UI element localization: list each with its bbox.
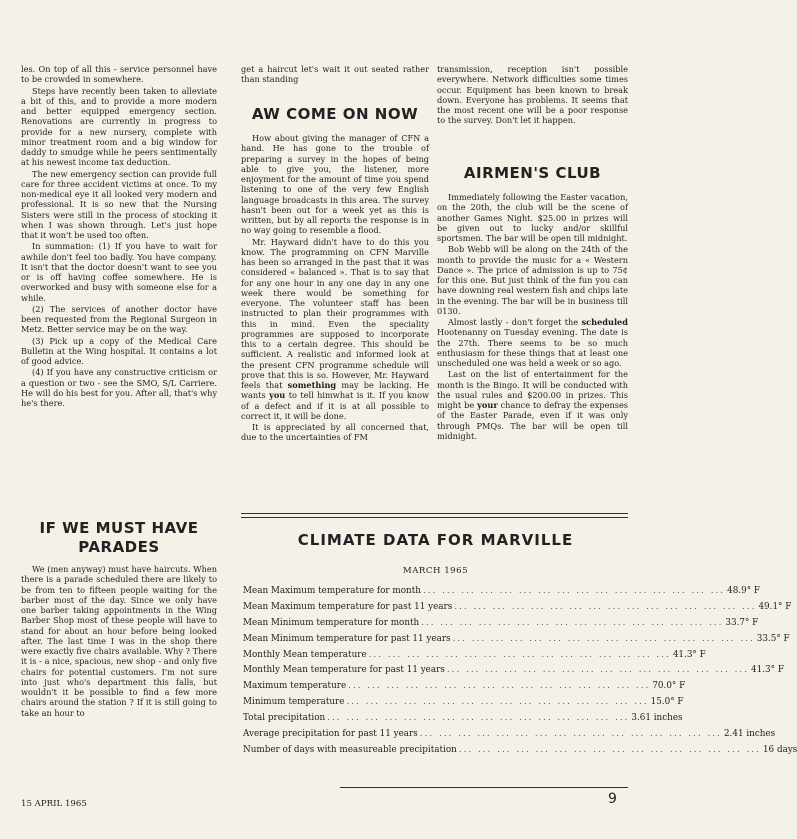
emphasis: scheduled xyxy=(581,317,628,327)
paragraph: (3) Pick up a copy of the Medical Care Bulletin at the Wing hospital. It contains a lot of good advice. xyxy=(21,335,217,366)
section-heading-climate: CLIMATE DATA FOR MARVILLE xyxy=(297,531,574,549)
climate-label: Mean Maximum temperature for past 11 years xyxy=(243,601,453,612)
climate-label: Minimum temperature xyxy=(243,697,345,708)
paragraph: (4) If you have any constructive criticism or a question or two - see the SMO, S/L Carriere. He will do his best for you. After all, that's why he's there. xyxy=(21,367,217,408)
climate-value: 48.9° F xyxy=(727,586,760,596)
page-number: 9 xyxy=(608,791,617,807)
column-middle xyxy=(241,64,429,86)
section-heading-aw-come-on-now: AW COME ON NOW xyxy=(251,105,419,123)
column-left xyxy=(21,64,217,409)
climate-month: MARCH 1965 xyxy=(402,566,469,576)
text-run: to tell himwhat is it. If you know of a defect and if it is at all possible to correct it, it will be done. xyxy=(241,390,430,421)
climate-value: 15.0° F xyxy=(650,697,684,708)
text-run: may be lacking. He wants xyxy=(241,380,429,401)
footer-rule xyxy=(340,787,628,788)
leader-dots: ... ... ... ... ... ... ... ... ... ... ... ... ... ... ... ... xyxy=(346,697,649,708)
emphasis: you xyxy=(269,390,286,401)
footer-date: 15 APRIL 1965 xyxy=(21,799,87,809)
climate-row xyxy=(243,601,792,618)
section-heading-parades xyxy=(21,519,217,557)
leader-dots: ... ... ... ... ... ... ... ... ... ... ... ... ... ... ... ... xyxy=(419,729,722,740)
text-run: Hootenanny on Tuesday evening. The date is the 27th. There seems to be so much enthusiasm for these things that at least one unscheduled one was held a week or so ago. xyxy=(437,327,628,368)
climate-value: 33.5° F xyxy=(756,633,790,644)
paragraph: In summation: (1) If you have to wait for awhile don't feel too badly. You have company. It isn't that the doctor doesn't want to see you or is off having coffee somewhere. He is overworked and busy with someone else for a while. xyxy=(21,241,217,303)
climate-row xyxy=(243,649,706,666)
climate-value: 3.61 inches xyxy=(631,713,683,724)
climate-row xyxy=(243,617,759,634)
paragraph: Bob Webb will be along on the 24th of the month to provide the music for a « Western Dance ». The price of admission is up to 75¢ for this one. But just think of the fun you can have downing real western fish and chips late in the evening. The bar will be in business till 0130. xyxy=(437,244,628,316)
paragraph: Steps have recently been taken to alleviate a bit of this, and to provide a more modern and better equipped emergency section. Renovations are currently in progress to provide for a new nursery, complete with minor treatment room and a big window for daddy to smudge while he peers sentimentally at his newest income tax deduction. xyxy=(21,85,217,168)
climate-row xyxy=(243,586,760,602)
column-right-body xyxy=(437,192,628,442)
paragraph: transmission, reception isn't possible everywhere. Network difficulties some times occur. Equipment has been known to break down. Everyone has problems. It seems that the most recent one will be a poor response to the survey. Don't let it happen. xyxy=(437,64,628,126)
paragraph: les. On top of all this - service personnel have to be crowded in somewhere. xyxy=(21,64,217,85)
climate-row xyxy=(243,729,776,745)
climate-label: Mean Minimum temperature for month xyxy=(243,617,420,628)
climate-value: 33.7° F xyxy=(725,617,759,628)
climate-label: Total precipitation xyxy=(243,713,326,724)
climate-label: Mean Minimum temperature for past 11 years xyxy=(243,633,451,644)
paragraph: How about giving the manager of CFN a hand. He has gone to the trouble of preparing a survey in the hopes of being able to give you, the listener, more enjoyment for the amount of time you spend listening to one of the very few English language broadcasts in this area. The survey hasn't been out for a week yet as this is written, but by all reports the response is in no way going to resemble a flood. xyxy=(241,133,429,236)
climate-value: 49.1° F xyxy=(758,601,792,612)
text-run: Almost lastly - don't forget the xyxy=(448,317,579,327)
climate-row xyxy=(243,713,683,729)
climate-table xyxy=(243,586,797,761)
leader-dots: ... ... ... ... ... ... ... ... ... ... ... ... ... ... ... ... xyxy=(458,744,761,755)
section-heading-airmens-club: AIRMEN'S CLUB xyxy=(463,164,602,182)
paragraph: It is appreciated by all concerned that, due to the uncertainties of FM xyxy=(241,422,429,443)
leader-dots: ... ... ... ... ... ... ... ... ... ... ... ... ... ... ... ... xyxy=(452,633,755,644)
leader-dots: ... ... ... ... ... ... ... ... ... ... ... ... ... ... ... ... xyxy=(454,601,757,612)
climate-label: Number of days with measureable precipitation xyxy=(243,744,457,755)
paragraph: The new emergency section can provide full care for three accident victims at once. To my non-medical eye it all looked very modern and professional. It is so new that the Nursing Sisters were still in the process of stocking it when I was shown through. Let's just hope that it won't be used too often. xyxy=(21,168,217,240)
climate-value: 16 days xyxy=(762,744,797,755)
climate-row xyxy=(243,665,784,681)
climate-label: Monthly Mean temperature for past 11 years xyxy=(243,665,445,676)
climate-value: 41.3° F xyxy=(672,649,706,660)
climate-value: 2.41 inches xyxy=(723,729,776,740)
climate-label: Average precipitation for past 11 years xyxy=(243,729,418,740)
climate-row xyxy=(243,633,790,650)
emphasis: something xyxy=(287,380,337,390)
climate-label: Maximum temperature xyxy=(243,681,347,692)
leader-dots: ... ... ... ... ... ... ... ... ... ... ... ... ... ... ... ... xyxy=(348,681,651,692)
section-divider xyxy=(241,513,628,518)
paragraph: Immediately following the Easter vacation, on the 20th, the club will be the scene of another Games Night. $25.00 in prizes will be given out to lucky and/or skillful sportsmen. The bar will be open till midnight. xyxy=(437,192,628,243)
climate-row xyxy=(243,697,684,713)
paragraph xyxy=(437,369,628,441)
column-parades xyxy=(21,564,217,719)
column-middle-body xyxy=(241,133,429,444)
climate-value: 70.0° F xyxy=(652,681,686,692)
paragraph: We (men anyway) must have haircuts. When there is a parade scheduled there are likely to be from ten to fifteen people waiting for the barber most of the day. Since we only have one barber taking appointments in the Wing Barber Shop most of these people will have to stand for about an hour before being looked after. The last time I was in the shop there were exactly five chairs available. Why ? There it is - a nice, spacious, new shop - and only five chairs for potential customers. I'm not sure into just who's department this falls, but wouldn't it be possible to find a few more chairs around the station ? If it is still going to take an hour to xyxy=(21,564,217,718)
emphasis: your xyxy=(477,400,498,410)
paragraph: (2) The services of another doctor have been requested from the Regional Surgeon in Metz. Better service may be on the way. xyxy=(21,303,217,335)
climate-value: 41.3° F xyxy=(751,665,784,676)
heading-line: IF WE MUST HAVE xyxy=(39,519,199,537)
leader-dots: ... ... ... ... ... ... ... ... ... ... ... ... ... ... ... ... xyxy=(422,586,726,596)
paragraph: get a haircut let's wait it out seated rather than standing xyxy=(241,64,429,85)
leader-dots: ... ... ... ... ... ... ... ... ... ... ... ... ... ... ... ... xyxy=(421,617,724,628)
leader-dots: ... ... ... ... ... ... ... ... ... ... ... ... ... ... ... ... xyxy=(368,649,671,660)
climate-row xyxy=(243,744,797,761)
text-run: Mr. Hayward didn't have to do this you know. The programming on CFN Marville has been so arranged in the past that it was considered « balanced ». That is to say that for any one hour in any one day in any one week there would be something for everyone. The volunteer staff has been instructed to plan their programmes with this in mind. Even the speciality programmes are supposed to incorporate this to a certain degree. This should be sufficient. A realistic and informed look at the present CFN programme schedule will prove that this is so. However, Mr. Hayward feels that xyxy=(241,236,429,390)
leader-dots: ... ... ... ... ... ... ... ... ... ... ... ... ... ... ... ... xyxy=(446,665,750,676)
heading-line: PARADES xyxy=(78,538,160,556)
text-run: chance to defray the expenses of the Easter Parade, even if it was only through PMQs. The bar will be open till midnight. xyxy=(437,400,628,441)
leader-dots: ... ... ... ... ... ... ... ... ... ... ... ... ... ... ... ... xyxy=(327,713,630,724)
climate-label: Mean Maximum temperature for month xyxy=(243,586,421,596)
text-run: Last on the list of entertainment for the month is the Bingo. It will be conducted with the usual rules and $200.00 in prizes. This might be xyxy=(437,369,628,410)
climate-row xyxy=(243,681,686,697)
column-right xyxy=(437,64,628,127)
paragraph xyxy=(437,317,628,368)
paragraph xyxy=(241,237,429,422)
climate-label: Monthly Mean temperature xyxy=(243,649,367,660)
